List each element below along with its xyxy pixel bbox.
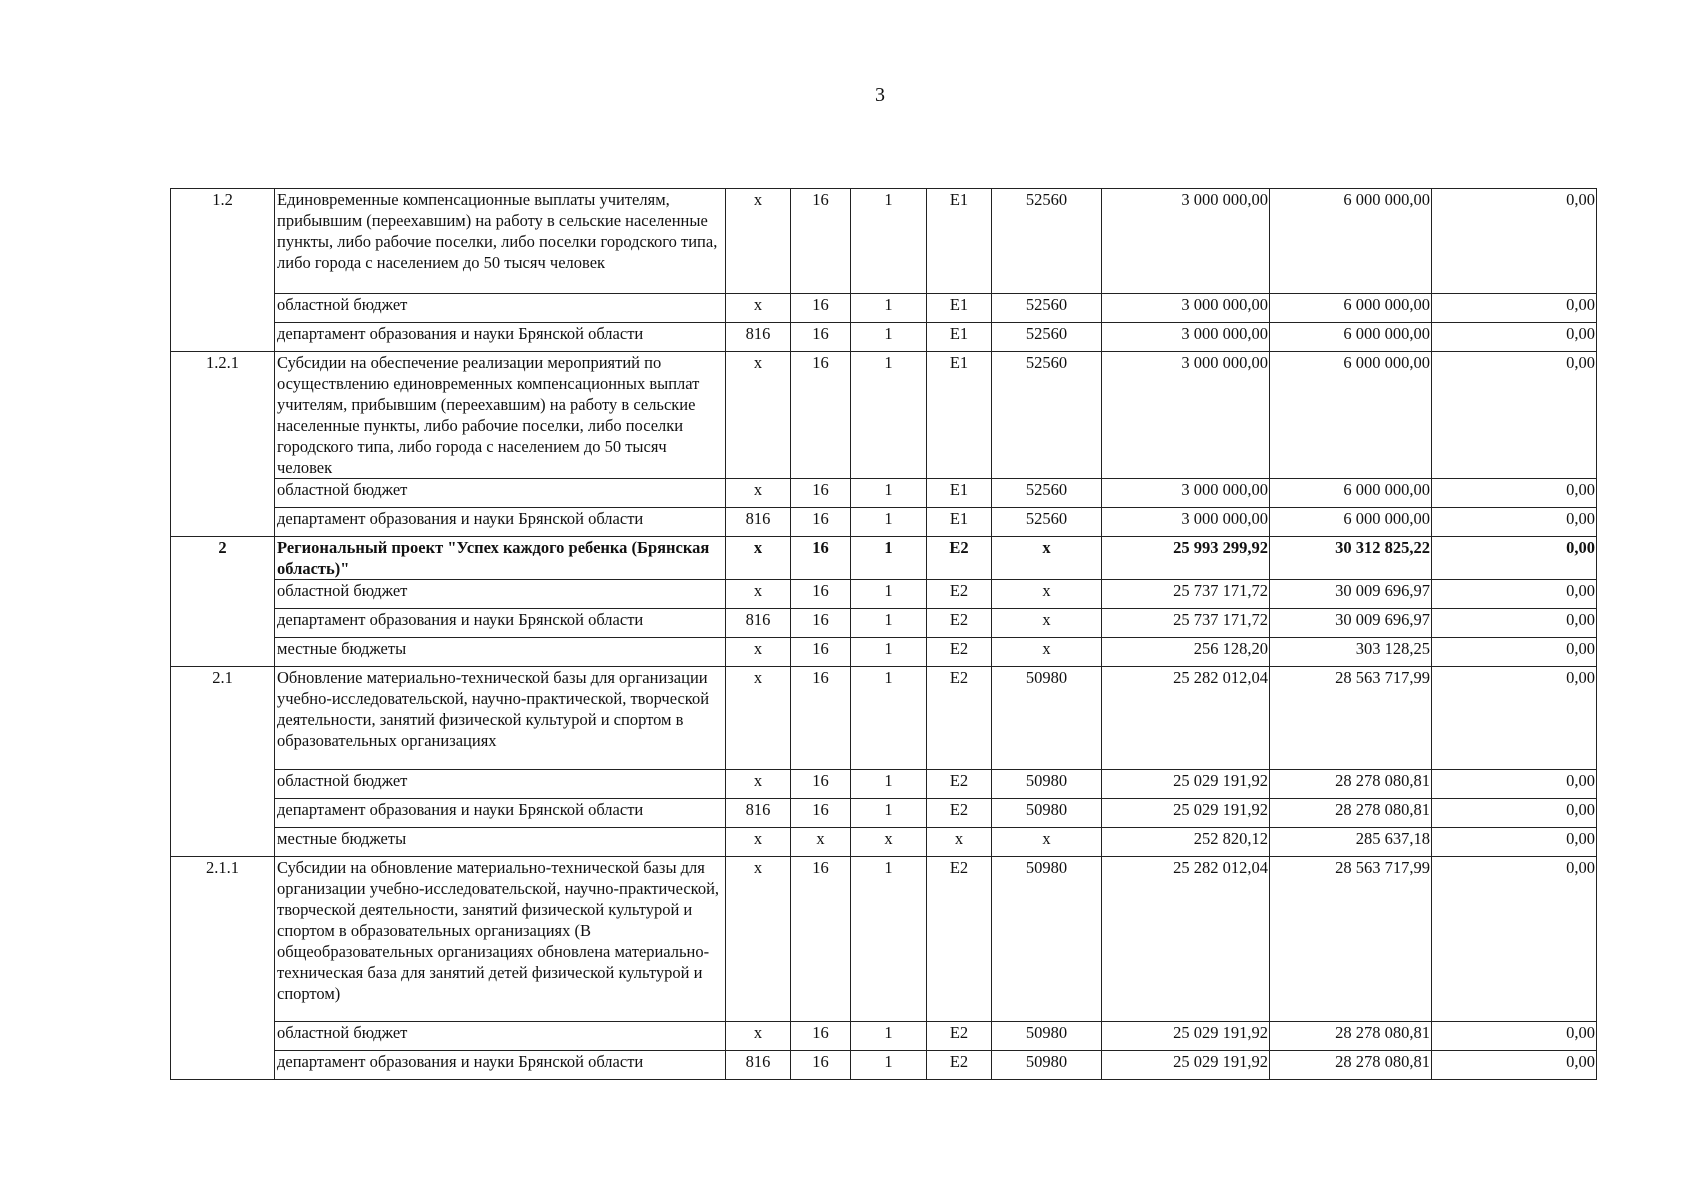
value-year-3: 0,00 [1432,580,1597,609]
value-year-1: 3 000 000,00 [1102,479,1270,508]
code-direction: х [992,638,1102,667]
code-admin: х [726,580,791,609]
code-project: Е1 [927,294,992,323]
code-admin: х [726,828,791,857]
code-subprogram: 1 [851,294,927,323]
code-admin: х [726,770,791,799]
code-admin: 816 [726,609,791,638]
code-program: 16 [791,667,851,770]
table-row [171,770,1597,799]
code-admin: х [726,667,791,770]
code-subprogram: 1 [851,352,927,479]
value-year-3: 0,00 [1432,1051,1597,1080]
code-direction: 52560 [992,479,1102,508]
table-row [171,323,1597,352]
code-direction: 52560 [992,508,1102,537]
budget-table [170,188,1597,1080]
code-admin: х [726,352,791,479]
table-row [171,479,1597,508]
code-program: 16 [791,1051,851,1080]
item-name: областной бюджет [275,1022,726,1051]
value-year-2: 30 312 825,22 [1270,537,1432,580]
item-name: Региональный проект "Успех каждого ребенка (Брянская область)" [275,537,726,580]
item-name: департамент образования и науки Брянской области [275,508,726,537]
table-row [171,1051,1597,1080]
code-program: 16 [791,479,851,508]
value-year-3: 0,00 [1432,828,1597,857]
code-project: Е2 [927,638,992,667]
code-project: Е2 [927,667,992,770]
code-project: Е2 [927,799,992,828]
value-year-1: 3 000 000,00 [1102,508,1270,537]
value-year-2: 6 000 000,00 [1270,294,1432,323]
code-direction: 50980 [992,1022,1102,1051]
code-subprogram: 1 [851,1051,927,1080]
value-year-1: 25 282 012,04 [1102,667,1270,770]
code-program: 16 [791,770,851,799]
code-project: Е2 [927,770,992,799]
code-direction: 52560 [992,352,1102,479]
code-direction: 50980 [992,770,1102,799]
table-row [171,857,1597,1022]
value-year-3: 0,00 [1432,189,1597,294]
value-year-1: 25 282 012,04 [1102,857,1270,1022]
value-year-3: 0,00 [1432,508,1597,537]
value-year-2: 285 637,18 [1270,828,1432,857]
code-project: Е2 [927,857,992,1022]
value-year-2: 28 278 080,81 [1270,799,1432,828]
item-name: департамент образования и науки Брянской области [275,1051,726,1080]
value-year-2: 28 278 080,81 [1270,770,1432,799]
table-row [171,799,1597,828]
item-name: Субсидии на обеспечение реализации мероприятий по осуществлению единовременных компенсационных выплат учителям, прибывшим (переехавшим) на работу в сельские населенные пункты, либо рабочие поселки, либо поселки городского типа, либо города с населением до 50 тысяч человек [275,352,726,479]
item-number: 1.2.1 [171,352,275,537]
code-subprogram: 1 [851,323,927,352]
code-admin: х [726,857,791,1022]
code-direction: 50980 [992,857,1102,1022]
value-year-1: 25 993 299,92 [1102,537,1270,580]
code-program: 16 [791,580,851,609]
value-year-2: 6 000 000,00 [1270,189,1432,294]
code-project: Е2 [927,609,992,638]
code-subprogram: 1 [851,667,927,770]
code-subprogram: 1 [851,580,927,609]
code-admin: х [726,638,791,667]
code-program: 16 [791,323,851,352]
value-year-1: 25 737 171,72 [1102,609,1270,638]
value-year-3: 0,00 [1432,857,1597,1022]
code-program: 16 [791,638,851,667]
code-subprogram: 1 [851,479,927,508]
code-subprogram: 1 [851,1022,927,1051]
code-project: Е1 [927,479,992,508]
table-row [171,189,1597,294]
item-name: Обновление материально-технической базы для организации учебно-исследовательской, научно-практической, творческой деятельности, занятий физической культурой и спортом в образовательных организациях [275,667,726,770]
value-year-1: 3 000 000,00 [1102,352,1270,479]
code-program: 16 [791,508,851,537]
table-row [171,638,1597,667]
code-direction: 50980 [992,799,1102,828]
code-project: Е2 [927,537,992,580]
code-subprogram: 1 [851,537,927,580]
code-project: Е2 [927,1022,992,1051]
table-row [171,667,1597,770]
code-subprogram: 1 [851,609,927,638]
item-name: областной бюджет [275,770,726,799]
code-direction: х [992,537,1102,580]
code-subprogram: 1 [851,857,927,1022]
value-year-1: 25 029 191,92 [1102,770,1270,799]
value-year-2: 6 000 000,00 [1270,352,1432,479]
code-program: 16 [791,294,851,323]
code-subprogram: 1 [851,638,927,667]
page-number: 3 [875,84,885,106]
table-row [171,828,1597,857]
item-name: местные бюджеты [275,638,726,667]
value-year-2: 28 563 717,99 [1270,857,1432,1022]
code-direction: 50980 [992,1051,1102,1080]
code-direction: 52560 [992,189,1102,294]
code-admin: х [726,479,791,508]
item-name: Субсидии на обновление материально-технической базы для организации учебно-исследовательской, научно-практической, творческой деятельности, занятий физической культурой и спортом в образовательных организациях (В общеобразовательных организациях обновлена материально-техническая база для занятий детей физической культурой и спортом) [275,857,726,1022]
code-project: х [927,828,992,857]
code-program: 16 [791,857,851,1022]
value-year-2: 28 563 717,99 [1270,667,1432,770]
code-program: 16 [791,799,851,828]
item-name: департамент образования и науки Брянской области [275,609,726,638]
table-row [171,508,1597,537]
code-program: 16 [791,352,851,479]
item-name: областной бюджет [275,479,726,508]
code-direction: х [992,580,1102,609]
item-number: 2 [171,537,275,667]
code-program: 16 [791,537,851,580]
value-year-3: 0,00 [1432,537,1597,580]
table-row [171,352,1597,479]
table-body [171,189,1597,1080]
value-year-2: 303 128,25 [1270,638,1432,667]
value-year-3: 0,00 [1432,479,1597,508]
table-row [171,609,1597,638]
value-year-2: 6 000 000,00 [1270,323,1432,352]
code-project: Е1 [927,323,992,352]
code-direction: х [992,828,1102,857]
code-project: Е2 [927,1051,992,1080]
code-subprogram: 1 [851,508,927,537]
code-project: Е1 [927,189,992,294]
table-row [171,1022,1597,1051]
value-year-3: 0,00 [1432,770,1597,799]
item-number: 2.1 [171,667,275,857]
code-subprogram: 1 [851,799,927,828]
item-name: департамент образования и науки Брянской области [275,323,726,352]
value-year-2: 6 000 000,00 [1270,508,1432,537]
value-year-1: 3 000 000,00 [1102,294,1270,323]
item-number: 2.1.1 [171,857,275,1080]
code-subprogram: 1 [851,770,927,799]
value-year-3: 0,00 [1432,352,1597,479]
value-year-1: 25 029 191,92 [1102,1051,1270,1080]
value-year-1: 3 000 000,00 [1102,189,1270,294]
item-name: областной бюджет [275,580,726,609]
code-admin: 816 [726,799,791,828]
code-admin: 816 [726,508,791,537]
code-admin: х [726,189,791,294]
value-year-3: 0,00 [1432,323,1597,352]
table-row [171,537,1597,580]
value-year-3: 0,00 [1432,667,1597,770]
item-name: Единовременные компенсационные выплаты учителям, прибывшим (переехавшим) на работу в сельские населенные пункты, либо рабочие поселки, либо поселки городского типа, либо города с населением до 50 тысяч человек [275,189,726,294]
code-admin: х [726,1022,791,1051]
value-year-3: 0,00 [1432,294,1597,323]
value-year-1: 25 029 191,92 [1102,799,1270,828]
value-year-3: 0,00 [1432,1022,1597,1051]
item-name: местные бюджеты [275,828,726,857]
table-row [171,294,1597,323]
code-direction: 52560 [992,323,1102,352]
value-year-2: 28 278 080,81 [1270,1022,1432,1051]
value-year-1: 3 000 000,00 [1102,323,1270,352]
value-year-3: 0,00 [1432,638,1597,667]
item-number: 1.2 [171,189,275,352]
code-project: Е1 [927,352,992,479]
code-admin: 816 [726,1051,791,1080]
code-subprogram: х [851,828,927,857]
value-year-2: 30 009 696,97 [1270,609,1432,638]
value-year-2: 30 009 696,97 [1270,580,1432,609]
code-subprogram: 1 [851,189,927,294]
value-year-1: 25 029 191,92 [1102,1022,1270,1051]
code-direction: х [992,609,1102,638]
code-program: х [791,828,851,857]
code-admin: х [726,294,791,323]
table-row [171,580,1597,609]
code-program: 16 [791,189,851,294]
item-name: областной бюджет [275,294,726,323]
code-admin: х [726,537,791,580]
value-year-3: 0,00 [1432,609,1597,638]
value-year-3: 0,00 [1432,799,1597,828]
item-name: департамент образования и науки Брянской области [275,799,726,828]
value-year-1: 25 737 171,72 [1102,580,1270,609]
code-direction: 52560 [992,294,1102,323]
code-admin: 816 [726,323,791,352]
code-program: 16 [791,1022,851,1051]
code-project: Е2 [927,580,992,609]
code-program: 16 [791,609,851,638]
value-year-2: 28 278 080,81 [1270,1051,1432,1080]
value-year-1: 256 128,20 [1102,638,1270,667]
value-year-1: 252 820,12 [1102,828,1270,857]
code-direction: 50980 [992,667,1102,770]
value-year-2: 6 000 000,00 [1270,479,1432,508]
code-project: Е1 [927,508,992,537]
